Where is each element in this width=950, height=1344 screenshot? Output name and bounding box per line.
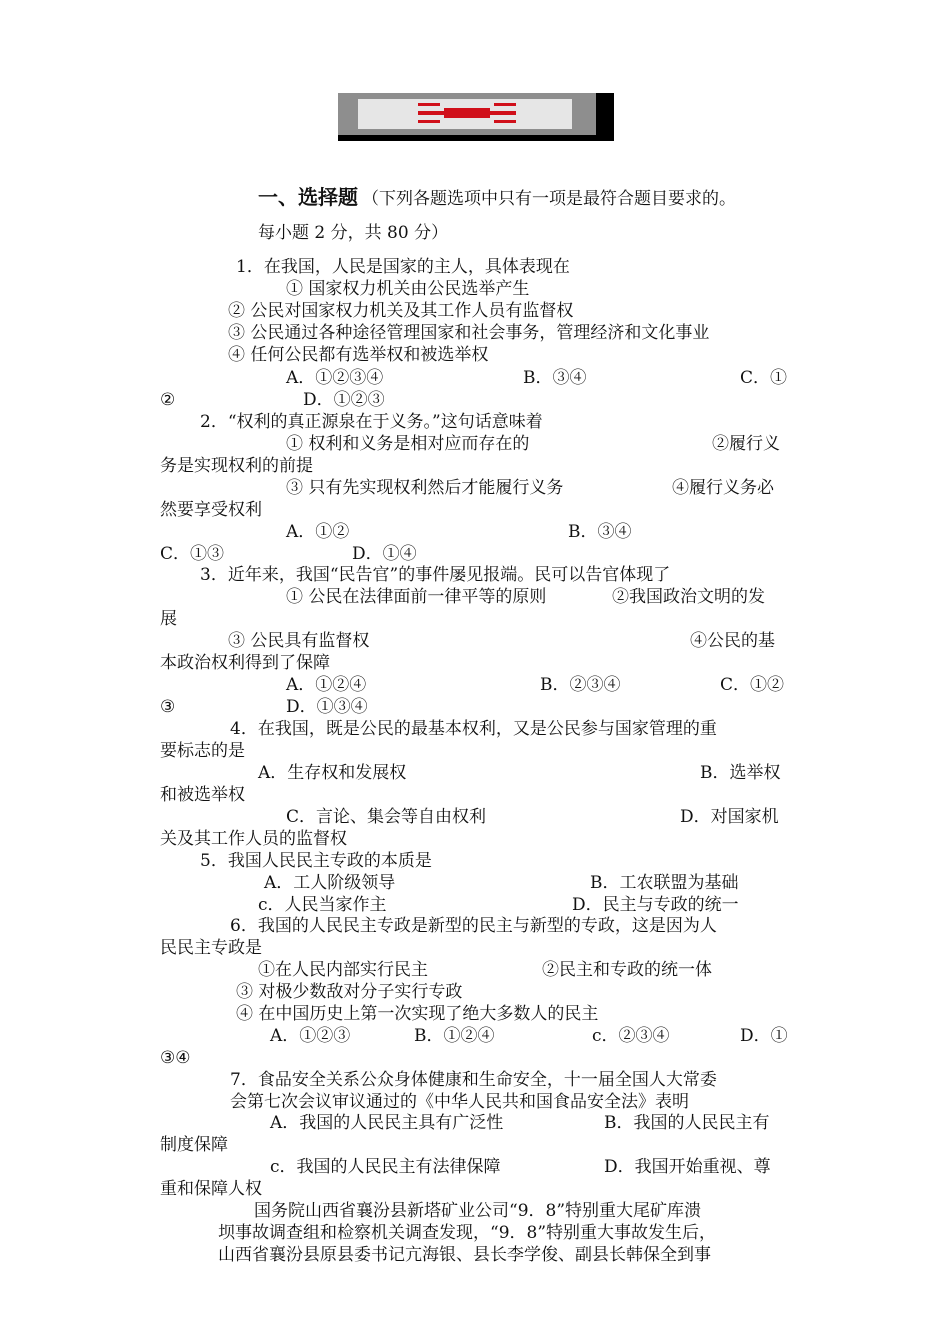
question-5: 5．我国人民民主专政的本质是 <box>200 851 432 871</box>
q2-option-2: ②履行义 <box>712 434 780 454</box>
q7-choice-d: D．我国开始重视、尊 <box>604 1157 771 1177</box>
section-note: （下列各题选项中只有一项是最符合题目要求的。 <box>362 189 736 209</box>
q4-choice-a: A．生存权和发展权 <box>258 763 407 783</box>
q1-option-3: ③ 公民通过各种途径管理国家和社会事务，管理经济和文化事业 <box>228 323 710 343</box>
q6-option-2: ②民主和专政的统一体 <box>542 960 712 980</box>
q2-choice-d: D．①④ <box>352 544 417 564</box>
section-title: 一、选择题 <box>258 185 358 209</box>
q2-option-3: ③ 只有先实现权利然后才能履行义务 <box>286 478 564 498</box>
q3-choice-b: B．②③④ <box>540 675 621 695</box>
q6-choice-a: A．①②③ <box>270 1026 351 1046</box>
q5-choice-d: D．民主与专政的统一 <box>572 895 739 915</box>
q1-option-2: ② 公民对国家权力机关及其工作人员有监督权 <box>228 301 574 321</box>
q1-choice-a: A．①②③④ <box>286 368 384 388</box>
q4-choice-c: C．言论、集会等自由权利 <box>286 807 487 827</box>
q7-choice-a: A．我国的人民民主具有广泛性 <box>270 1113 504 1133</box>
q3-choice-d: D．①③④ <box>286 697 368 717</box>
q4-choice-d-cont: 关及其工作人员的监督权 <box>160 829 347 849</box>
q1-choice-c-cont: ② <box>160 390 176 410</box>
q6-choice-b: B．①②④ <box>414 1026 495 1046</box>
q3-choice-c: C．①② <box>720 675 785 695</box>
q4-choice-b-cont: 和被选举权 <box>160 785 245 805</box>
q5-choice-a: A．工人阶级领导 <box>264 873 396 893</box>
section-note-2: 每小题 2 分，共 80 分） <box>258 223 449 243</box>
question-1: 1．在我国，人民是国家的主人，具体表现在 <box>236 257 570 277</box>
q7-choice-b: B．我国的人民民主有 <box>604 1113 770 1133</box>
q3-option-4: ④公民的基 <box>690 631 775 651</box>
q6-option-4: ④ 在中国历史上第一次实现了绝大多数人的民主 <box>236 1004 599 1024</box>
q7-choice-c: c．我国的人民民主有法律保障 <box>270 1157 501 1177</box>
red-banner-icon <box>414 101 520 125</box>
q2-choice-a: A．①② <box>286 522 350 542</box>
question-7-cont: 会第七次会议审议通过的《中华人民共和国食品安全法》表明 <box>230 1092 689 1112</box>
question-4-cont: 要标志的是 <box>160 741 245 761</box>
q6-option-1: ①在人民内部实行民主 <box>258 960 428 980</box>
q1-choice-d: D．①②③ <box>303 390 385 410</box>
passage-line-1: 国务院山西省襄汾县新塔矿业公司“9．8”特别重大尾矿库溃 <box>254 1201 702 1221</box>
q4-choice-d: D．对国家机 <box>680 807 779 827</box>
q3-option-2: ②我国政治文明的发 <box>612 587 765 607</box>
q2-option-1: ① 权利和义务是相对应而存在的 <box>286 434 530 454</box>
question-7: 7．食品安全关系公众身体健康和生命安全，十一届全国人大常委 <box>230 1070 717 1090</box>
q1-option-4: ④ 任何公民都有选举权和被选举权 <box>228 345 489 365</box>
q1-choice-b: B．③④ <box>523 368 587 388</box>
question-4: 4．在我国，既是公民的最基本权利，又是公民参与国家管理的重 <box>230 719 717 739</box>
passage-line-2: 坝事故调查组和检察机关调查发现，“9．8”特别重大事故发生后， <box>218 1223 717 1243</box>
header-emblem <box>338 93 614 141</box>
q6-choice-d: D．① <box>740 1026 788 1046</box>
q1-option-1: ① 国家权力机关由公民选举产生 <box>286 279 530 299</box>
passage-line-3: 山西省襄汾县原县委书记亢海银、县长李学俊、副县长韩保全到事 <box>218 1245 711 1265</box>
q5-choice-c: c．人民当家作主 <box>258 895 387 915</box>
q2-option-2-cont: 务是实现权利的前提 <box>160 456 313 476</box>
q3-choice-a: A．①②④ <box>286 675 367 695</box>
q6-choice-c: c．②③④ <box>592 1026 670 1046</box>
q3-option-1: ① 公民在法律面前一律平等的原则 <box>286 587 547 607</box>
q1-choice-c: C．① <box>740 368 788 388</box>
question-6-cont: 民民主专政是 <box>160 938 262 958</box>
question-6: 6．我国的人民民主专政是新型的民主与新型的专政，这是因为人 <box>230 916 717 936</box>
q3-choice-c-cont: ③ <box>160 697 176 717</box>
q6-choice-d-cont: ③④ <box>160 1048 191 1068</box>
q2-option-4-cont: 然要享受权利 <box>160 500 262 520</box>
q4-choice-b: B．选举权 <box>700 763 781 783</box>
q7-choice-d-cont: 重和保障人权 <box>160 1179 262 1199</box>
q2-choice-c: C．①③ <box>160 544 225 564</box>
q3-option-3: ③ 公民具有监督权 <box>228 631 370 651</box>
q7-choice-b-cont: 制度保障 <box>160 1135 228 1155</box>
q5-choice-b: B．工农联盟为基础 <box>590 873 739 893</box>
q3-option-2-cont: 展 <box>160 609 177 629</box>
question-2: 2．“权利的真正源泉在于义务。”这句话意味着 <box>200 412 543 432</box>
q6-option-3: ③ 对极少数敌对分子实行专政 <box>236 982 463 1002</box>
q3-option-4-cont: 本政治权利得到了保障 <box>160 653 330 673</box>
q2-choice-b: B．③④ <box>568 522 632 542</box>
q2-option-4: ④履行义务必 <box>672 478 774 498</box>
question-3: 3．近年来，我国“民告官”的事件屡见报端。民可以告官体现了 <box>200 565 671 585</box>
